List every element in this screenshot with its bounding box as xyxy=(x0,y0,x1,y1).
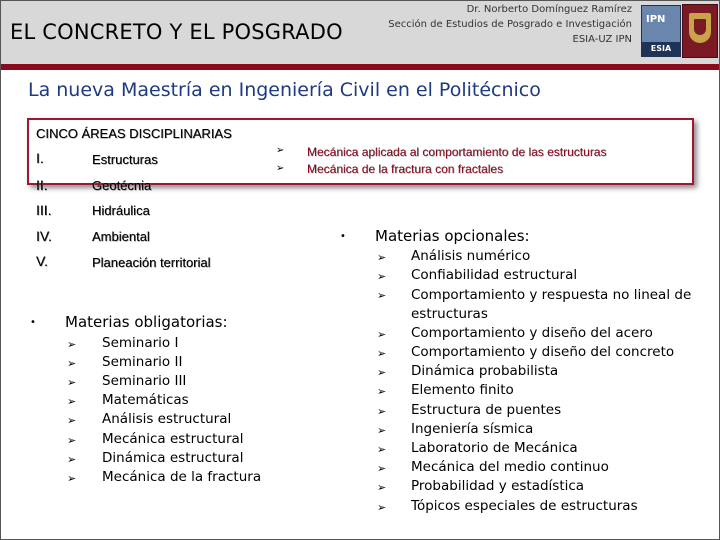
opcionales-item: Ingeniería sísmica xyxy=(411,420,534,437)
arrow-icon: ➢ xyxy=(377,481,387,495)
opcionales-item: Tópicos especiales de estructuras xyxy=(411,497,638,514)
area-name: Estructuras xyxy=(92,152,158,167)
obligatorias-item: Mecánica estructural xyxy=(102,430,244,447)
mecanica-item: Mecánica aplicada al comportamiento de las estructuras xyxy=(307,145,607,159)
areas-title: CINCO ÁREAS DISCIPLINARIAS xyxy=(36,126,232,141)
obligatorias-item: Análisis estructural xyxy=(102,411,232,428)
arrow-icon: ➢ xyxy=(377,423,387,437)
opcionales-item: Comportamiento y respuesta no lineal de estructuras xyxy=(411,287,692,323)
opcionales-item: Elemento finito xyxy=(411,382,514,399)
arrow-icon: ➢ xyxy=(377,289,387,303)
opcionales-item: Confiabilidad estructural xyxy=(411,267,578,284)
area-number: V. xyxy=(36,253,48,269)
bullet-icon: • xyxy=(340,231,346,242)
arrow-icon: ➢ xyxy=(276,163,285,174)
author-name: Dr. Norberto Domínguez Ramírez xyxy=(466,4,632,15)
area-name: Hidráulica xyxy=(92,203,150,218)
area-number: IV. xyxy=(36,228,52,244)
opcionales-item: Dinámica probabilista xyxy=(411,363,559,380)
header-title: EL CONCRETO Y EL POSGRADO xyxy=(10,20,343,44)
arrow-icon: ➢ xyxy=(276,145,285,156)
arrow-icon: ➢ xyxy=(377,366,387,380)
obligatorias-item: Seminario I xyxy=(102,335,179,351)
obligatorias-item: Seminario II xyxy=(102,354,183,371)
arrow-icon: ➢ xyxy=(67,433,77,447)
arrow-icon: ➢ xyxy=(67,452,77,466)
slide-subtitle: La nueva Maestría en Ingeniería Civil en el Politécnico xyxy=(28,79,541,101)
opcionales-title: Materias opcionales: xyxy=(375,227,530,245)
arrow-icon: ➢ xyxy=(377,500,387,514)
opcionales-item: Laboratorio de Mecánica xyxy=(411,440,578,456)
arrow-icon: ➢ xyxy=(67,471,77,485)
area-name: Ambiental xyxy=(92,229,150,244)
obligatorias-item: Matemáticas xyxy=(102,392,189,409)
area-name: Geotécnia xyxy=(92,178,152,193)
opcionales-item: Comportamiento y diseño del acero xyxy=(411,324,653,341)
obligatorias-title: Materias obligatorias: xyxy=(65,313,228,331)
area-number: II. xyxy=(36,177,48,193)
arrow-icon: ➢ xyxy=(377,443,387,456)
arrow-icon: ➢ xyxy=(377,270,387,284)
arrow-icon: ➢ xyxy=(377,251,387,264)
arrow-icon: ➢ xyxy=(377,385,387,399)
opcionales-item: Mecánica del medio continuo xyxy=(411,459,609,476)
mecanica-item: Mecánica de la fractura con fractales xyxy=(307,162,504,176)
arrow-icon: ➢ xyxy=(377,462,387,476)
author-institution: ESIA-UZ IPN xyxy=(572,34,632,45)
arrow-icon: ➢ xyxy=(67,338,77,351)
logo-ipn-text: IPN xyxy=(646,14,666,25)
arrow-icon: ➢ xyxy=(377,327,387,341)
arrow-icon: ➢ xyxy=(377,347,387,360)
arrow-icon: ➢ xyxy=(67,414,77,428)
area-name: Planeación territorial xyxy=(92,255,211,270)
area-number: III. xyxy=(36,202,52,218)
bullet-icon: • xyxy=(30,317,36,328)
logo-esia-text: ESIA xyxy=(642,42,680,56)
arrow-icon: ➢ xyxy=(377,404,387,418)
arrow-icon: ➢ xyxy=(67,376,77,390)
author-department: Sección de Estudios de Posgrado e Investigación xyxy=(388,19,632,30)
obligatorias-item: Seminario III xyxy=(102,373,187,390)
opcionales-item: Comportamiento y diseño del concreto xyxy=(411,344,675,360)
obligatorias-item: Dinámica estructural xyxy=(102,449,244,466)
arrow-icon: ➢ xyxy=(67,395,77,409)
obligatorias-item: Mecánica de la fractura xyxy=(102,468,262,485)
arrow-icon: ➢ xyxy=(67,357,77,371)
opcionales-item: Estructura de puentes xyxy=(411,401,562,418)
opcionales-item: Probabilidad y estadística xyxy=(411,478,585,495)
opcionales-item: Análisis numérico xyxy=(411,248,531,264)
area-number: I. xyxy=(36,150,44,166)
